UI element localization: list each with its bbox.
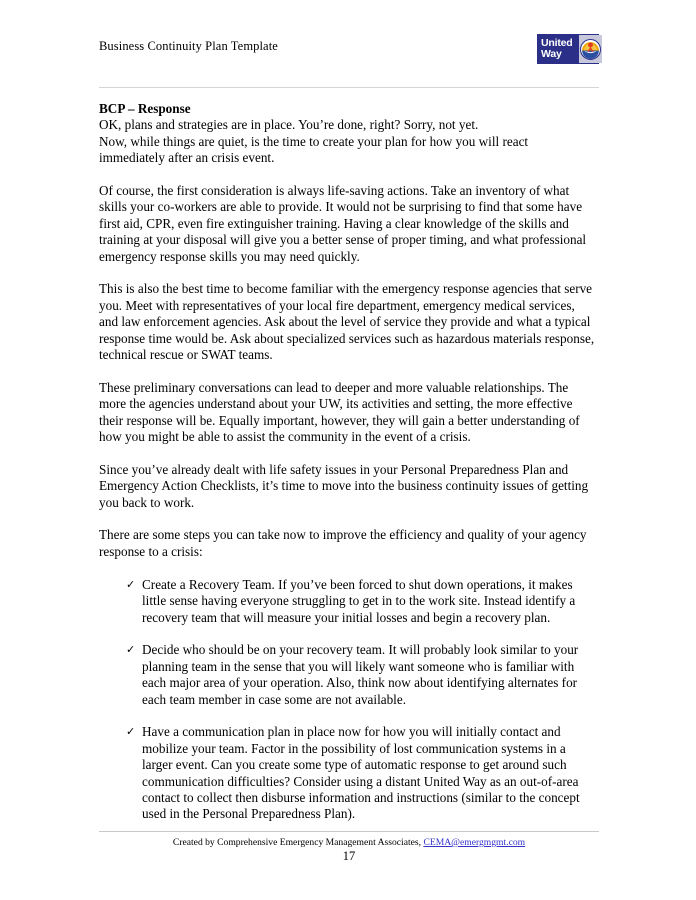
paragraph-preliminary-conversations: These preliminary conversations can lead to deeper and more valuable relationships. The more the agencies understand about your UW, its activities and setting, the more effective their response will be. Equally important, however, they will gain a better understanding of how you might be able to assist the community in the event of a crisis. [99,379,580,445]
footer-email-link[interactable]: CEMA@emergmgmt.com [423,837,526,848]
united-way-logo [537,34,599,64]
intro-line-1: OK, plans and strategies are in place. You’re done, right? Sorry, not yet. [99,117,479,133]
list-item-text: Decide who should be on your recovery team. It will probably look similar to your planning team in the sense that you will likely want someone who is familiar with each major area of your operation. Also, think now about identifying alternates for each team member in case some are not available. [142,642,579,707]
paragraph-steps-lead-in: There are some steps you can take now to improve the efficiency and quality of your agency response to a crisis: [99,527,587,559]
response-steps-list [99,577,595,823]
list-item [99,724,595,822]
document-body [99,101,595,823]
spacer [99,560,595,576]
united-way-emblem-icon [579,35,602,63]
checkmark-icon: ✓ [126,577,136,591]
intro-line-2: Now, while things are quiet, is the time to create your plan for how you will react [99,133,529,149]
spacer [99,363,595,379]
paragraph-response-agencies: This is also the best time to become familiar with the emergency response agencies that serve you. Meet with representatives of your local fire department, emergency medical services, and law enforcement agencies. Ask about the level of service they provide and what a typical response time would be. Ask about specialized services such as hazardous materials response, technical rescue or SWAT teams. [99,281,595,363]
spacer [99,265,595,281]
spacer [99,167,595,183]
intro-line-3: immediately after an crisis event. [99,150,275,166]
page-header [99,34,599,74]
list-item-text: Create a Recovery Team. If you’ve been forced to shut down operations, it makes little sense having everyone struggling to get in to the work site. Instead identify a recovery team that will measure your initial losses and begin a recovery plan. [142,576,576,625]
list-item [99,642,595,708]
list-item [99,577,595,626]
header-divider [99,87,599,88]
paragraph-life-saving-actions: Of course, the first consideration is always life-saving actions. Take an inventory of what skills your co-workers are able to provide. It would not be surprising to find that some have first aid, CPR, even fire extinguisher training. Having a clear knowledge of the skills and training at your disposal will give you a better sense of proper timing, and what professional emergency response skills you may need quickly. [99,183,587,264]
united-way-line2: Way [541,48,562,60]
checkmark-icon: ✓ [126,643,136,657]
checkmark-icon: ✓ [126,725,136,739]
footer-divider [99,831,599,832]
footer-credit-text: Created by Comprehensive Emergency Management Associates, [172,837,424,848]
section-heading-bcp-response: BCP – Response [99,101,191,116]
spacer [99,511,595,527]
paragraph-life-safety-issues: Since you’ve already dealt with life safety issues in your Personal Preparedness Plan and Emergency Action Checklists, it’s time to move into the business continuity issues of getting you back to work. [99,461,589,510]
header-title: Business Continuity Plan Template [99,39,278,53]
united-way-wordmark [538,38,579,60]
page-number: 17 [342,849,356,863]
spacer [99,445,595,461]
page-footer [99,836,599,849]
list-item-text: Have a communication plan in place now for how you will initially contact and mobilize your team. Factor in the possibility of lost communication systems in a larger event. Can you create some type of automatic response to get around such communication difficulties? Consider using a distant United Way as an out-of-area contact to collect then disburse information and instructions (similar to the concept used in the Personal Preparedness Plan). [142,724,580,822]
united-way-line1: United [541,37,573,49]
